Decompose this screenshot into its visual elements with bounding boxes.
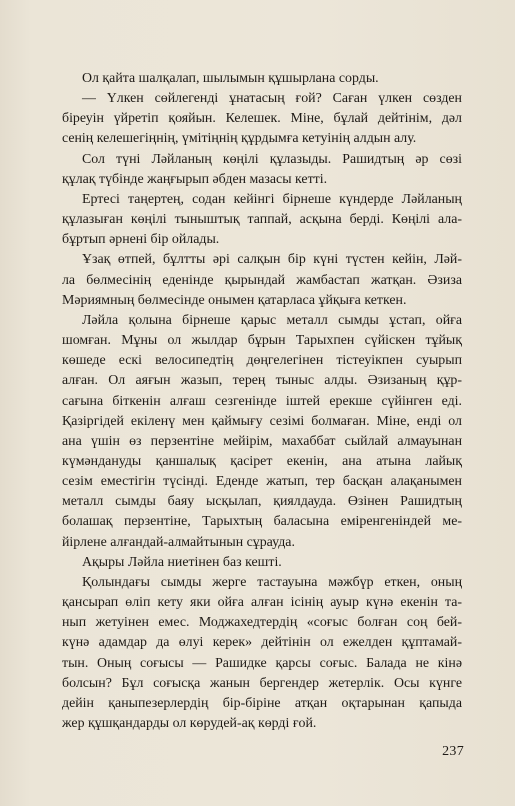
text-line: құлазыған көңілі тыныштық таппай, асқына берді. Көңілі ала- <box>62 212 462 228</box>
text-line: болашақ перзентіне, Тарыхтың баласына еміренгеніндей ме- <box>62 514 462 530</box>
text-line: Ұзақ өтпей, бұлтты әрі салқын бір күні түстен кейін, Ләй- <box>82 252 462 268</box>
text-line: сезім еместігін түсінді. Еденде жатып, тер басқан алақанымен <box>62 474 462 490</box>
text-line: Қолындағы сымды жерге тастауына мәжбүр еткен, оның <box>82 574 462 590</box>
text-line: біреуін үйретіп қояйын. Келешек. Міне, бұлай дейтінім, дәл <box>62 111 462 127</box>
text-line: құлақ түбінде жаңғырып әбден мазасы кетті. <box>62 171 328 187</box>
text-line: тын. Оның соғысы — Рашидке қарсы соғыс. Балада не кінә <box>62 655 462 671</box>
text-line: — Үлкен сөйлегенді ұнатасың ғой? Саған үлкен сөзден <box>82 91 462 107</box>
text-line: бұртып әрнені бір ойлады. <box>62 232 220 248</box>
text-line: болсын? Бұл соғысқа жанын бергендер жетерлік. Осы күнге <box>62 675 462 691</box>
text-line: дейін қаныпезерлердің бір-біріне атқан оқтарынан қапыда <box>62 695 462 711</box>
paragraph <box>62 250 462 310</box>
text-line: Ақыры Ләйла ниетінен баз кешті. <box>82 554 282 570</box>
paragraph <box>62 150 462 190</box>
body-text <box>62 69 462 734</box>
text-line: Сол түні Ләйланың көңілі құлазыды. Рашидтың әр сөзі <box>82 151 462 167</box>
paragraph <box>62 553 462 573</box>
text-line: ана үшін өз перзентіне мейірім, махаббат сыйлай алмауынан <box>62 433 462 449</box>
paragraph <box>62 190 462 250</box>
paragraph <box>62 573 462 734</box>
text-line: ла бөлмесінің еденінде қырындай жамбастап жатқан. Әзиза <box>62 272 462 288</box>
page-number: 237 <box>442 744 464 759</box>
paragraph <box>62 69 462 89</box>
paragraph <box>62 89 462 149</box>
text-line: алған. Ол аяғын жазып, терең тыныс алды. Әзизаның құр- <box>62 373 462 389</box>
text-line: нып жетуінен емес. Моджахедтердің «соғыс болған соң бей- <box>62 615 462 631</box>
text-line: Ләйла қолына бірнеше қарыс металл сымды ұстап, ойға <box>82 312 462 328</box>
text-line: күнә адамдар да өлуі керек» дейтінін ол ежелден құптамай- <box>62 635 462 651</box>
text-line: Ол қайта шалқалап, шылымын құшырлана сорды. <box>82 71 379 86</box>
text-line: Мәриямның бөлмесінде онымен қатарласа ұйқыға кеткен. <box>62 292 407 308</box>
text-line: жер құшқандарды ол көрудей-ақ көрді ғой. <box>62 716 317 731</box>
text-line: қансырап өліп кету яки ойға алған ісінің ауыр күнә екенін та- <box>62 595 462 611</box>
text-line: Қазіргідей екіленү мен қаймығу сезімі болмаған. Міне, енді ол <box>62 413 462 429</box>
text-line: йірлене алғандай-алмайтынын сұрауда. <box>62 534 295 550</box>
text-line: сағына біткенін алғаш сезгенінде іштей ерекше сүйінген еді. <box>62 393 462 409</box>
text-line: сенің келешегіңнің, үмітіңнің құрдымға кетуінің алдын алу. <box>62 131 417 147</box>
text-line: металл сымды баяу ысқылап, қиялдауда. Өзінен Рашидтың <box>62 494 462 510</box>
text-line: күмәндануды қаншалық қасірет екенін, ана атына лайық <box>62 453 462 469</box>
text-line: Ертесі таңертең, содан кейінгі бірнеше күндерде Ләйланың <box>82 191 462 207</box>
text-line: шомған. Мұны ол жылдар бұрын Тарыхпен сүйіскен тұйық <box>62 333 462 349</box>
text-line: көшеде ескі велосипедтің дөңгелегінен тістеуікпен суырып <box>62 353 462 369</box>
paragraph <box>62 311 462 553</box>
